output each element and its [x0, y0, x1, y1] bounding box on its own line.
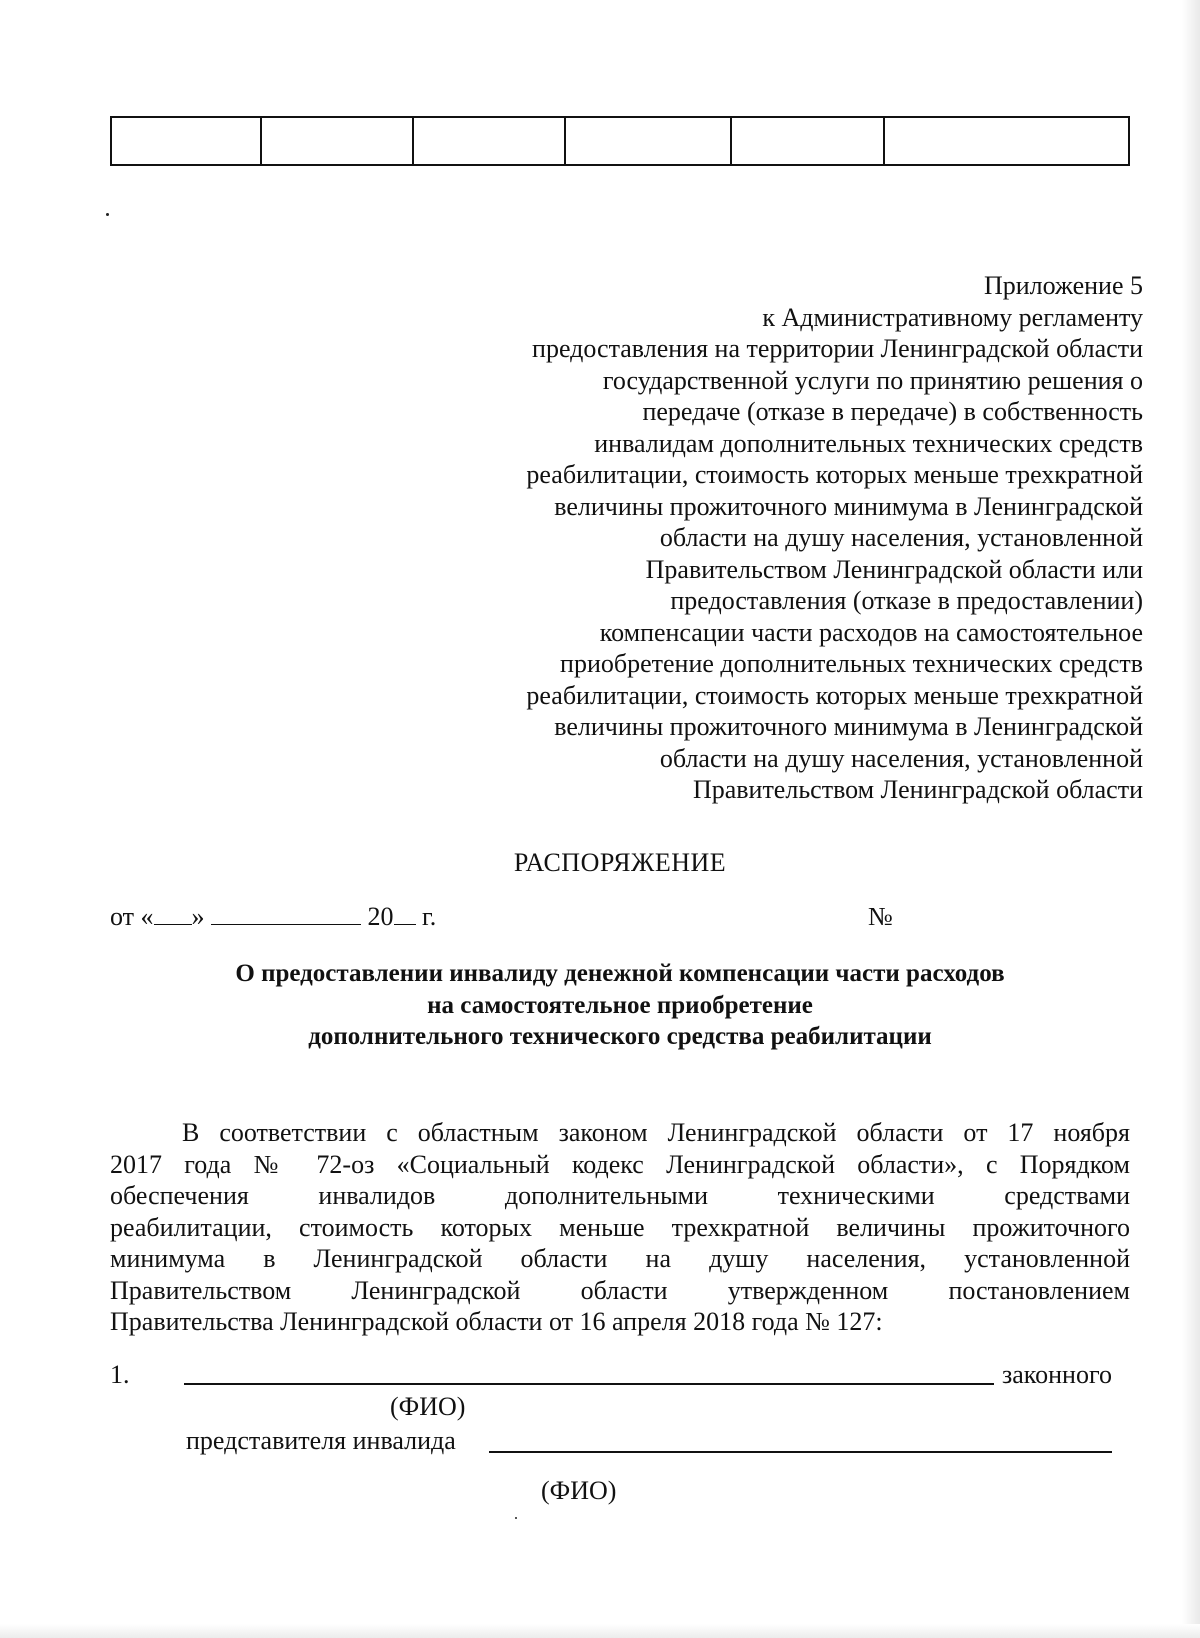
body-paragraph [110, 1117, 1130, 1338]
appendix-line: компенсации части расходов на самостоятельное [599, 617, 1143, 647]
fio-caption: (ФИО) [390, 1392, 466, 1421]
header-table [110, 116, 1130, 166]
body-line: Правительством Ленинградской области утвержденном постановлением [110, 1275, 1130, 1305]
appendix-line: передаче (отказе в передаче) в собственность [642, 397, 1143, 426]
header-table-cell [565, 117, 731, 165]
header-table-cell [111, 117, 261, 165]
scan-speck [515, 1517, 517, 1519]
body-line: минимума в Ленинградской области на душу населения, установленной [110, 1244, 1130, 1273]
body-line: обеспечения инвалидов дополнительными техническими средствами [110, 1181, 1130, 1210]
body-line: 2017 года № 72-оз «Социальный кодекс Ленинградской области», с Порядком [110, 1149, 1130, 1179]
subject-line: на самостоятельное приобретение [427, 991, 813, 1019]
header-table-cell [731, 117, 884, 165]
scan-speck [106, 213, 109, 216]
appendix-line: Правительством Ленинградской области [692, 775, 1143, 804]
representative-label: представителя инвалида [186, 1426, 456, 1455]
body-line: реабилитации, стоимость которых меньше трехкратной величины прожиточного [110, 1212, 1130, 1242]
appendix-line: Правительством Ленинградской области или [645, 554, 1143, 584]
scan-edge-right [1182, 0, 1200, 1638]
header-table-row [111, 117, 1129, 165]
day-blank [154, 902, 192, 925]
subject-title [0, 958, 1200, 1053]
body-line: В соответствии с областным законом Ленинградской области от 17 ноября [182, 1118, 1130, 1147]
date-prefix: от « [110, 902, 154, 931]
appendix-line: области на душу населения, установленной [659, 743, 1143, 773]
year-suffix: г. [415, 902, 437, 931]
appendix-line: величины прожиточного минимума в Ленинградской [554, 712, 1143, 741]
legal-word: законного [1002, 1360, 1112, 1389]
appendix-line: предоставления на территории Ленинградской области [532, 334, 1143, 363]
date-close-quote: » [191, 902, 205, 931]
date-line [110, 902, 436, 932]
appendix-line: реабилитации, стоимость которых меньше трехкратной [526, 460, 1143, 489]
header-table-cell [884, 117, 1129, 165]
appendix-line: государственной услуги по принятию решения о [602, 365, 1143, 395]
item-number: 1. [110, 1360, 130, 1389]
appendix-line: области на душу населения, установленной [659, 523, 1143, 552]
fio-blank-line [184, 1383, 994, 1385]
number-sign: № [868, 902, 893, 931]
year-prefix: 20 [367, 902, 394, 931]
appendix-line: Приложение 5 [983, 271, 1143, 300]
appendix-line: к Административному регламенту [762, 302, 1143, 332]
subject-line: дополнительного технического средства реабилитации [308, 1023, 932, 1050]
subject-line: О предоставлении инвалиду денежной компенсации части расходов [235, 960, 1005, 987]
month-blank [211, 902, 361, 925]
document-heading: РАСПОРЯЖЕНИЕ [513, 848, 727, 877]
appendix-block [423, 270, 1143, 806]
appendix-line: предоставления (отказе в предоставлении) [670, 586, 1143, 615]
scan-edge-bottom [0, 1624, 1200, 1638]
header-table-cell [413, 117, 565, 165]
header-table-cell [261, 117, 413, 165]
body-line: Правительства Ленинградской области от 16 апреля 2018 года № 127: [110, 1307, 883, 1336]
appendix-line: реабилитации, стоимость которых меньше трехкратной [526, 680, 1143, 710]
appendix-line: величины прожиточного минимума в Ленинградской [554, 491, 1143, 521]
year-blank [394, 902, 416, 925]
appendix-line: инвалидам дополнительных технических средств [594, 428, 1143, 458]
fio-caption-2: (ФИО) [541, 1476, 617, 1505]
representative-blank-line [489, 1451, 1112, 1453]
appendix-line: приобретение дополнительных технических средств [560, 649, 1143, 678]
